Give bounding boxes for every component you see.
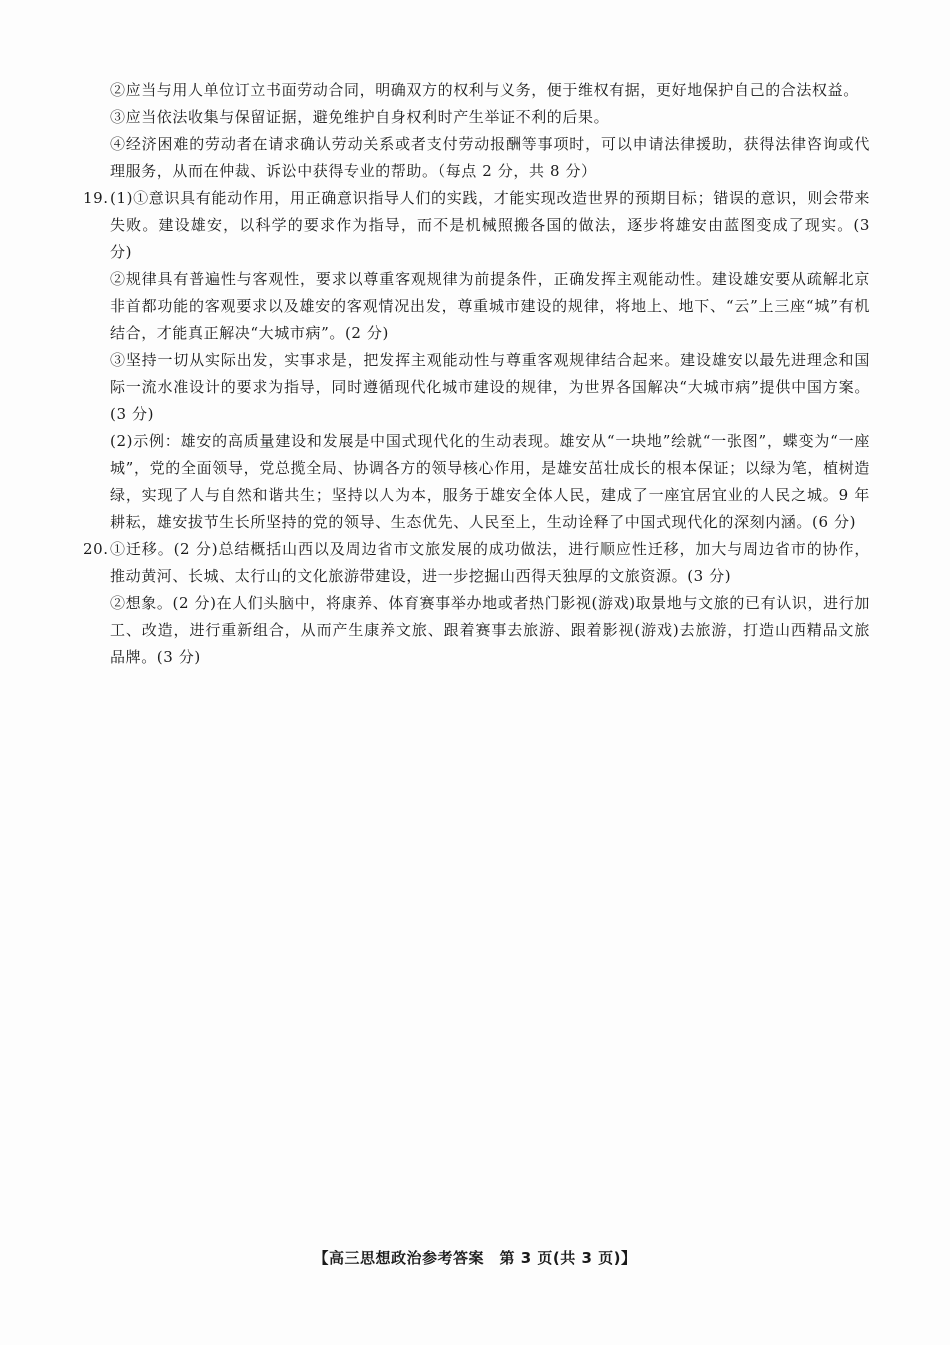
question-19 (83, 185, 870, 536)
q19-part1-point3: ③坚持一切从实际出发，实事求是，把发挥主观能动性与尊重客观规律结合起来。建设雄安以最先进理念和国际一流水准设计的要求为指导，同时遵循现代化城市建设的规律，为世界各国解决“大城市病”提供中国方案。(3 分) (110, 351, 870, 423)
q19-part2-example: (2)示例：雄安的高质量建设和发展是中国式现代化的生动表现。雄安从“一块地”绘就“一张图”，蝶变为“一座城”，党的全面领导，党总揽全局、协调各方的领导核心作用，是雄安茁壮成长的根本保证；以绿为笔，植树造绿，实现了人与自然和谐共生；坚持以人为本，服务于雄安全体人民，建成了一座宜居宜业的人民之城。9 年耕耘，雄安拔节生长所坚持的党的领导、生态优先、人民至上，生动诠释了中国式现代化的深刻内涵。(6 分) (110, 432, 870, 531)
question-20 (83, 536, 870, 671)
q18-point-3: ③应当依法收集与保留证据，避免维护自身权利时产生举证不利的后果。 (110, 108, 610, 126)
q20-point2: ②想象。(2 分)在人们头脑中，将康养、体育赛事举办地或者热门影视(游戏)取景地与文旅的已有认识，进行加工、改造，进行重新组合，从而产生康养文旅、跟着赛事去旅游、跟着影视(游戏)去旅游，打造山西精品文旅品牌。(3 分) (110, 594, 870, 666)
question-19-number: 19. (83, 189, 109, 207)
q19-part1-point2: ②规律具有普遍性与客观性，要求以尊重客观规律为前提条件，正确发挥主观能动性。建设雄安要从疏解北京非首都功能的客观要求以及雄安的客观情况出发，尊重城市建设的规律，将地上、地下、“云”上三座“城”有机结合，才能真正解决“大城市病”。(2 分) (110, 270, 870, 342)
question-20-number: 20. (83, 540, 109, 558)
page-footer: 【高三思想政治参考答案 第 3 页(共 3 页)】 (313, 1249, 637, 1267)
answer-content (83, 77, 870, 671)
q20-point1: ①迁移。(2 分)总结概括山西以及周边省市文旅发展的成功做法，进行顺应性迁移，加大与周边省市的协作，推动黄河、长城、太行山的文化旅游带建设，进一步挖掘山西得天独厚的文旅资源。(3 分) (110, 540, 870, 585)
q19-part1-point1: (1)①意识具有能动作用，用正确意识指导人们的实践，才能实现改造世界的预期目标；错误的意识，则会带来失败。建设雄安，以科学的要求作为指导，而不是机械照搬各国的做法，逐步将雄安由蓝图变成了现实。(3 分) (110, 189, 870, 261)
q18-point-2: ②应当与用人单位订立书面劳动合同，明确双方的权利与义务，便于维权有据，更好地保护自己的合法权益。 (110, 81, 859, 99)
q18-point-4: ④经济困难的劳动者在请求确认劳动关系或者支付劳动报酬等事项时，可以申请法律援助，获得法律咨询或代理服务，从而在仲裁、诉讼中获得专业的帮助。（每点 2 分，共 8 分） (110, 135, 870, 180)
